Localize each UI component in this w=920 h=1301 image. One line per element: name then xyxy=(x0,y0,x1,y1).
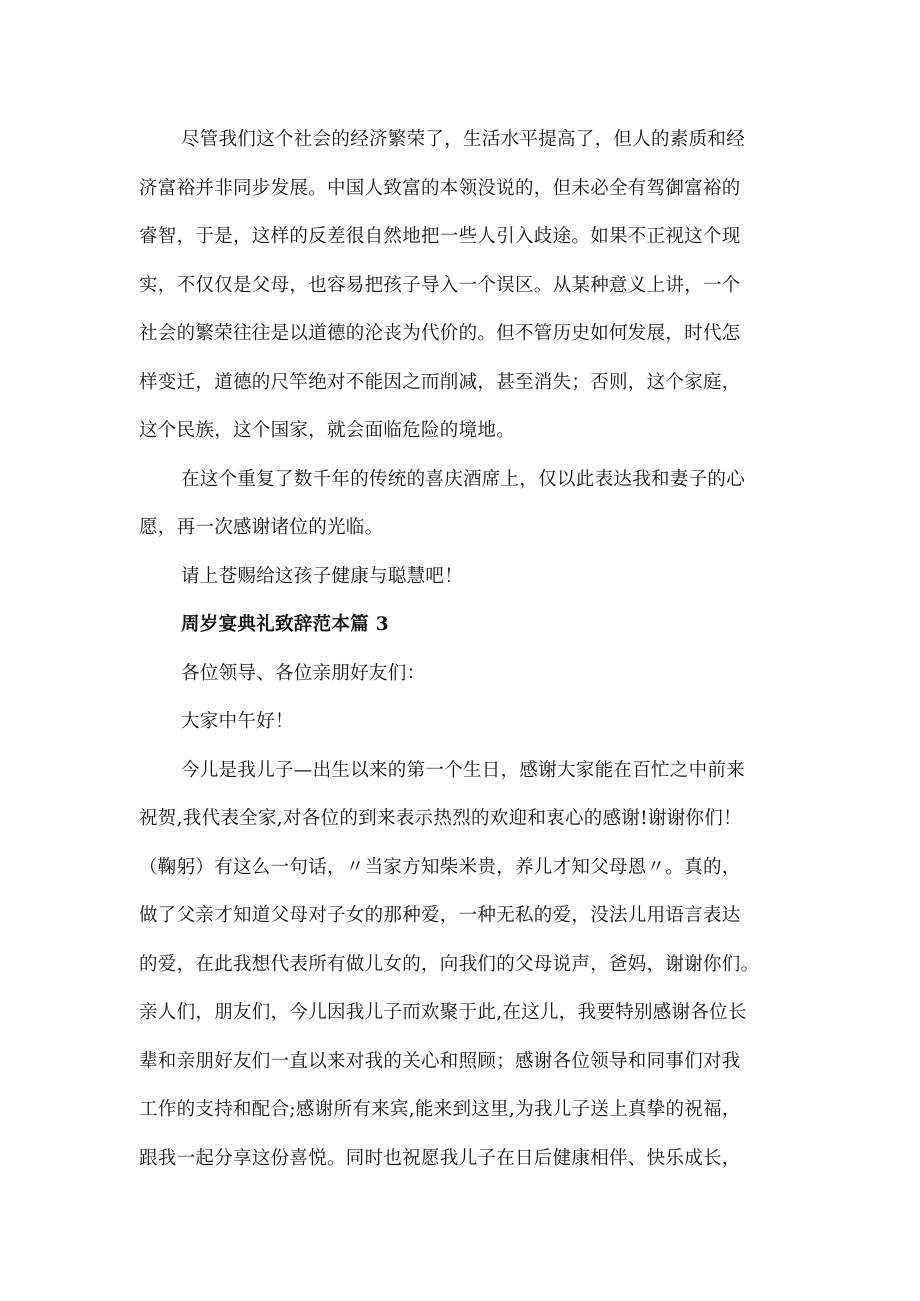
text-line: 辈和亲朋好友们一直以来对我的关心和照顾；感谢各位领导和同事们对我 xyxy=(139,1050,741,1072)
text-line: 大家中午好！ xyxy=(181,711,294,732)
paragraph-salutation xyxy=(139,650,784,699)
paragraph-society xyxy=(139,116,784,456)
paragraph-greeting xyxy=(139,698,784,747)
text-line: 跟我一起分享这份喜悦。同时也祝愿我儿子在日后健康相伴、快乐成长， xyxy=(139,1147,741,1169)
text-line: 这个民族，这个国家，就会面临危险的境地。 xyxy=(139,420,516,441)
section-heading: 周岁宴典礼致辞范本篇 3 xyxy=(181,614,389,635)
text-line: 睿智，于是，这样的反差很自然地把一些人引入歧途。如果不正视这个现 xyxy=(139,226,741,247)
text-line: 济富裕并非同步发展。中国人致富的本领没说的，但未必全有驾御富裕的 xyxy=(139,177,741,199)
text-line: （鞠躬）有这么一句话，〃当家方知柴米贵，养儿才知父母恩〃。真的， xyxy=(139,856,741,878)
document-body xyxy=(139,116,784,1183)
text-line: 愿，再一次感谢诸位的光临。 xyxy=(139,517,384,538)
paragraph-speech xyxy=(139,747,784,1184)
text-line: 祝贺,我代表全家,对各位的到来表示热烈的欢迎和衷心的感谢!谢谢你们！ xyxy=(139,808,742,829)
text-line: 实，不仅仅是父母，也容易把孩子导入一个误区。从某种意义上讲，一个 xyxy=(139,274,741,296)
text-line: 尽管我们这个社会的经济繁荣了，生活水平提高了，但人的素质和经 xyxy=(181,129,746,150)
text-line: 样变迁，道德的尺竿绝对不能因之而削减，甚至消失；否则，这个家庭， xyxy=(139,371,741,393)
text-line: 的爱，在此我想代表所有做儿女的，向我们的父母说声，爸妈，谢谢你们。 xyxy=(139,953,760,975)
paragraph-thanks xyxy=(139,456,784,553)
text-line: 今儿是我儿子—出生以来的第一个生日，感谢大家能在百忙之中前来 xyxy=(181,759,746,781)
text-line: 各位领导、各位亲朋好友们： xyxy=(181,662,426,684)
text-line: 做了父亲才知道父母对子女的那种爱，一种无私的爱，没法儿用语言表达 xyxy=(139,905,741,926)
text-line: 在这个重复了数千年的传统的喜庆酒席上，仅以此表达我和妻子的心 xyxy=(181,468,746,490)
text-line: 请上苍赐给这孩子健康与聪慧吧！ xyxy=(181,565,464,587)
text-line: 社会的繁荣往往是以道德的沦丧为代价的。但不管历史如何发展，时代怎 xyxy=(139,323,741,344)
text-line: 亲人们，朋友们，今儿因我儿子而欢聚于此,在这儿，我要特别感谢各位长 xyxy=(139,1002,747,1023)
text-line: 工作的支持和配合;感谢所有来宾,能来到这里,为我儿子送上真挚的祝福， xyxy=(139,1099,741,1120)
paragraph-blessing xyxy=(139,553,784,602)
